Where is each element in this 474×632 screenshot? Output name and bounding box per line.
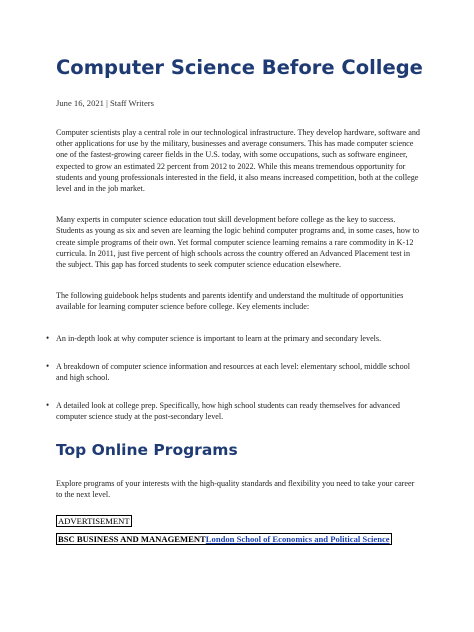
advertisement-label: ADVERTISEMENT (58, 516, 130, 527)
article (46, 56, 423, 547)
list-item-text: An in-depth look at why computer science is important to learn at the primary and secondary levels. (56, 333, 382, 343)
list-item (46, 332, 420, 344)
article-meta: June 16, 2021 | Staff Writers (56, 98, 154, 108)
advertisement (56, 511, 420, 547)
ad-program-name: BSC BUSINESS AND MANAGEMENT (58, 534, 206, 545)
list-item (46, 400, 420, 422)
bullet-icon: • (46, 400, 50, 411)
paragraph-intro: Computer scientists play a central role in our technological infrastructure. They develop hardware, software and other applications for use by the military, businesses and average consumers. This has made computer science one of the fastest-growing career fields in the U.S. today, with some occupations, such as software engineer, expected to grow an estimated 22 percent from 2012 to 2022. While this means tremendous opportunity for students and young professionals interested in the field, it also means increased competition, both at the college level and in the job market. (56, 128, 420, 194)
bullet-icon: • (46, 332, 50, 343)
list-item-text: A breakdown of computer science information and resources at each level: elementary school, middle school and high school. (56, 361, 410, 383)
programs-heading: Top Online Programs (56, 440, 238, 459)
list-item-text: A detailed look at college prep. Specifically, how high school students can ready themselves for advanced computer science study at the post-secondary level. (56, 401, 400, 422)
advertisement-row (56, 533, 392, 545)
list-item (46, 360, 420, 383)
key-elements-list (46, 332, 420, 423)
paragraph-experts: Many experts in computer science education tout skill development before college as the key to success. Students as young as six and seven are learning the logic behind computer programs and, in some cases, how to create simple programs of their own. Yet formal computer science learning remains a rare commodity in K-12 curricula. In 2011, just five percent of high schools across the country offered an Advanced Placement test in the subject. This gap has forced students to seek computer science education elsewhere. (56, 215, 420, 270)
article-title: Computer Science Before College (56, 56, 423, 79)
paragraph-guidebook: The following guidebook helps students and parents identify and understand the multitude of opportunities available for learning computer science before college. Key elements include: (56, 291, 404, 312)
ad-school-link[interactable]: London School of Economics and Political Science (205, 534, 390, 545)
bullet-icon: • (46, 360, 50, 371)
programs-intro: Explore programs of your interests with the high-quality standards and flexibility you need to take your career to the next level. (56, 478, 415, 499)
